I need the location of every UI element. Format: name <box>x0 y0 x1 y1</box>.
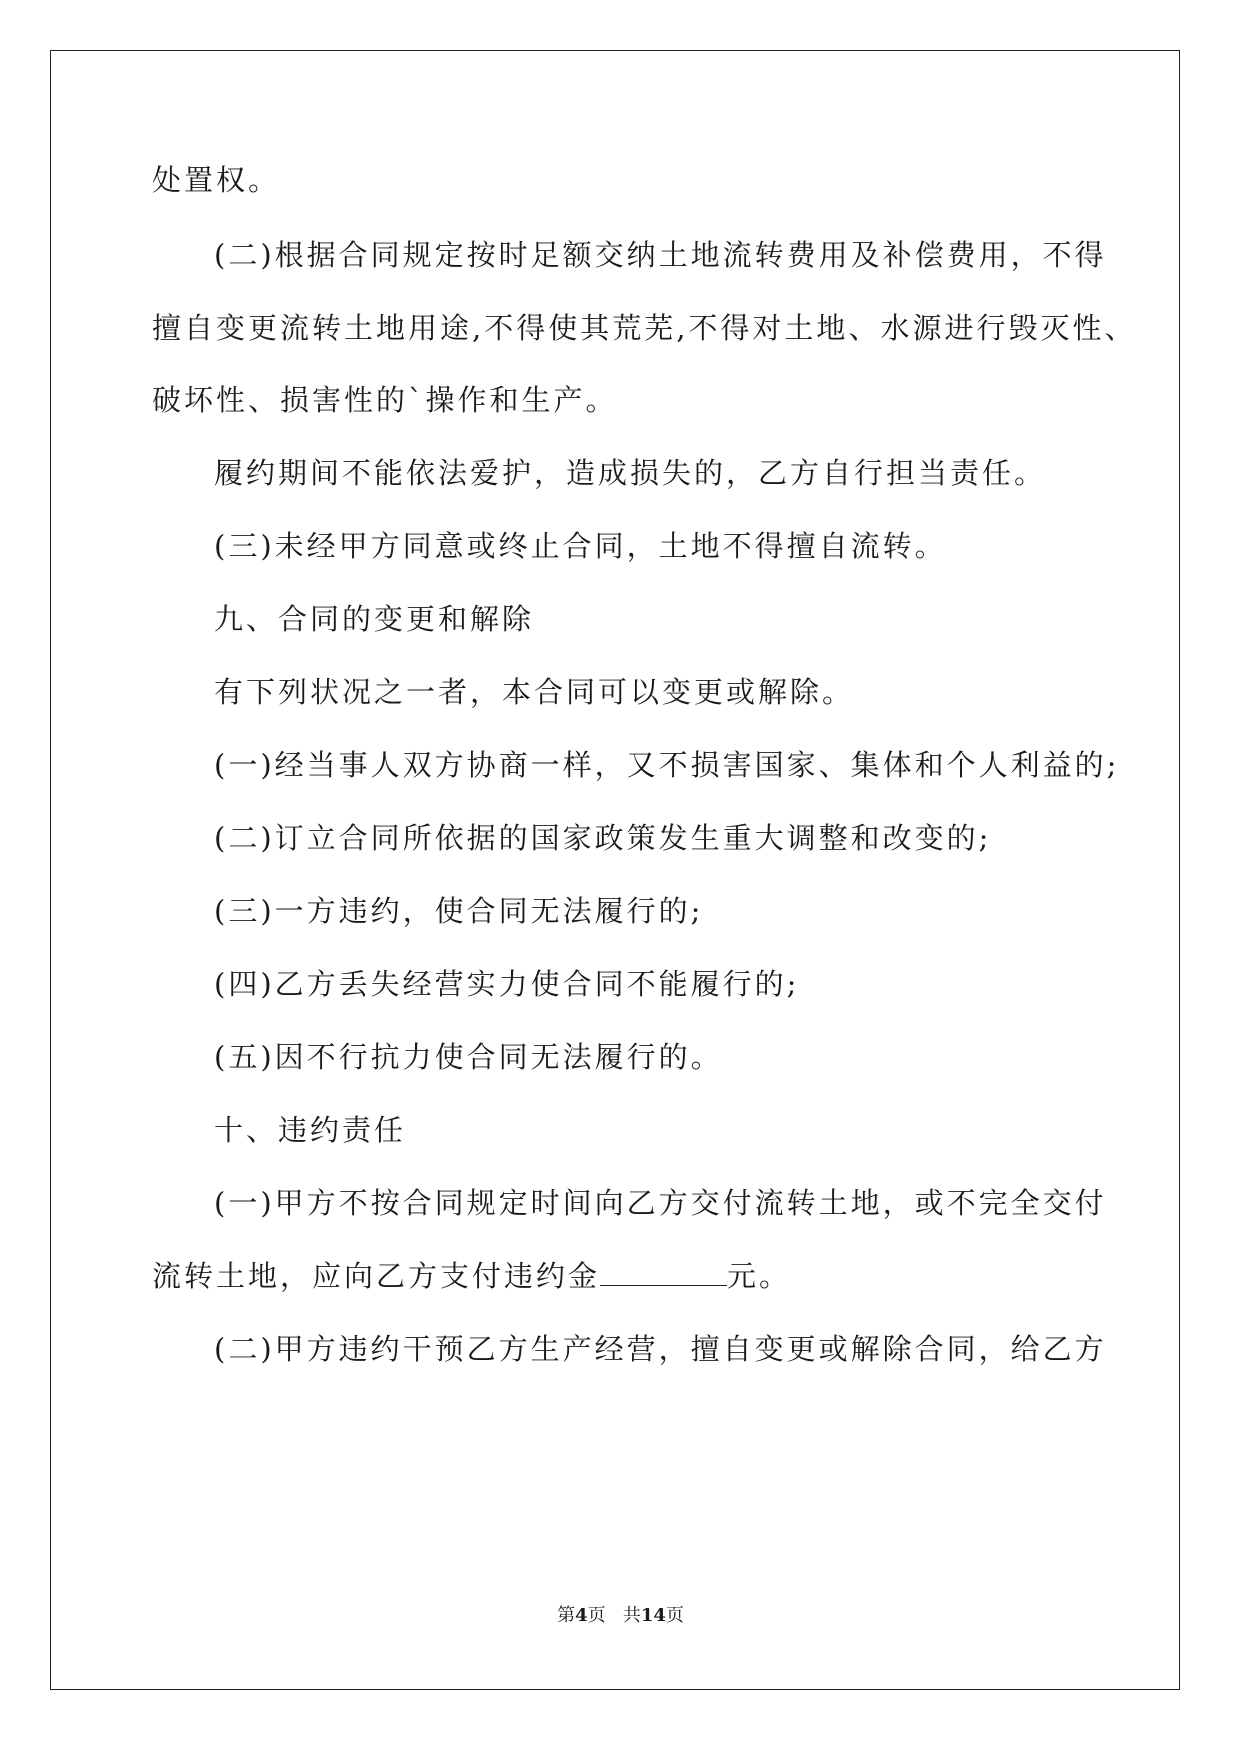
amount-blank <box>600 1257 727 1286</box>
total-suffix: 页 <box>665 1605 684 1626</box>
paragraph-line: (二)甲方违约干预乙方生产经营，擅自变更或解除合同，给乙方 <box>214 1332 1107 1366</box>
section-heading: 十、违约责任 <box>214 1113 407 1147</box>
paragraph-line: 擅自变更流转土地用途,不得使其荒芜,不得对土地、水源进行毁灭性、 <box>152 311 1137 345</box>
page-border <box>50 50 1180 1690</box>
paragraph-line: (三)未经甲方同意或终止合同，土地不得擅自流转。 <box>214 529 947 563</box>
paragraph-line: (一)甲方不按合同规定时间向乙方交付流转土地，或不完全交付 <box>214 1186 1107 1220</box>
paragraph-line: (一)经当事人双方协商一样，又不损害国家、集体和个人利益的; <box>214 748 1120 782</box>
paragraph-line: (五)因不行抗力使合同无法履行的。 <box>214 1040 723 1074</box>
page-suffix: 页 <box>587 1605 606 1626</box>
paragraph-line: (二)订立合同所依据的国家政策发生重大调整和改变的; <box>214 821 992 855</box>
paragraph-line: 履约期间不能依法爱护，造成损失的，乙方自行担当责任。 <box>214 456 1047 490</box>
total-prefix: 共 <box>622 1605 641 1626</box>
page-footer <box>0 1604 1241 1628</box>
penalty-line-suffix: 元。 <box>727 1259 792 1293</box>
total-pages: 14 <box>640 1605 666 1626</box>
page-prefix: 第 <box>557 1605 576 1626</box>
penalty-line <box>152 1256 791 1296</box>
paragraph-line: 破坏性、损害性的`操作和生产。 <box>152 383 618 417</box>
paragraph-line: 有下列状况之一者，本合同可以变更或解除。 <box>214 675 855 709</box>
paragraph-line: 处置权。 <box>152 163 281 197</box>
paragraph-line: (三)一方违约，使合同无法履行的; <box>214 894 704 928</box>
page-number: 4 <box>575 1605 588 1626</box>
penalty-line-prefix: 流转土地，应向乙方支付违约金 <box>152 1259 601 1293</box>
section-heading: 九、合同的变更和解除 <box>214 602 535 636</box>
paragraph-line: (二)根据合同规定按时足额交纳土地流转费用及补偿费用，不得 <box>214 238 1107 272</box>
paragraph-line: (四)乙方丢失经营实力使合同不能履行的; <box>214 967 800 1001</box>
